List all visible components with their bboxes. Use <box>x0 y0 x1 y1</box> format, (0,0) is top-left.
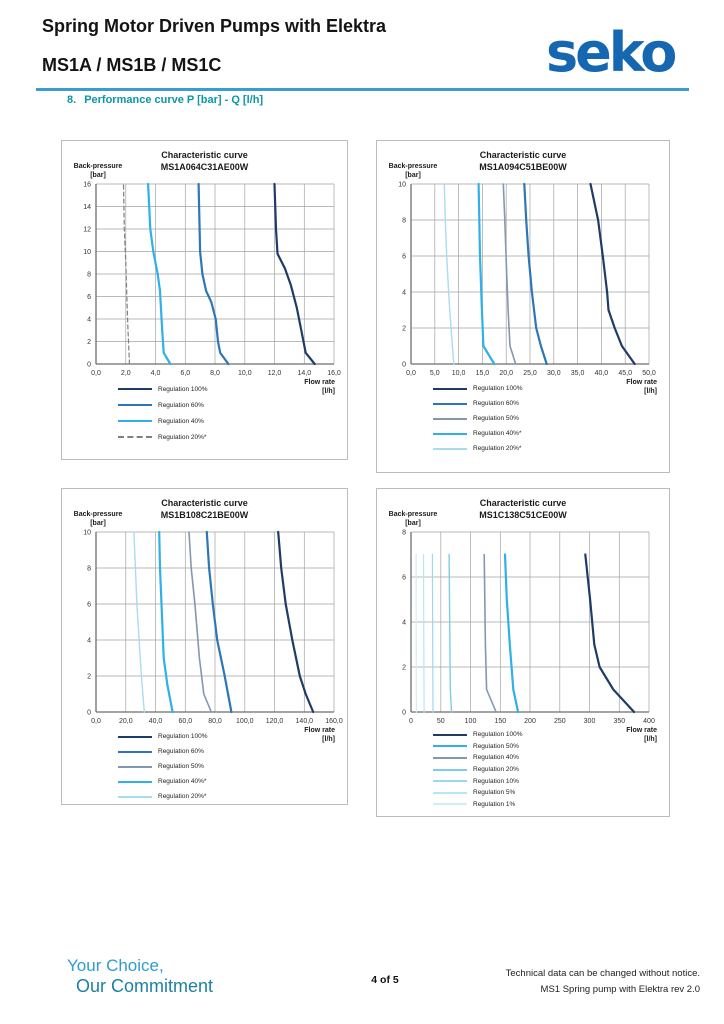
svg-text:8: 8 <box>87 565 91 573</box>
x-axis-label: Flow rate [l/h] <box>304 727 335 744</box>
svg-text:0: 0 <box>87 709 91 717</box>
legend-item <box>433 381 523 396</box>
svg-text:25,0: 25,0 <box>523 370 537 377</box>
legend-label: Regulation 40% <box>158 417 204 425</box>
legend-item <box>118 789 208 804</box>
legend-line-swatch <box>433 757 467 759</box>
chart-legend <box>433 381 523 456</box>
legend-label: Regulation 100% <box>473 731 523 739</box>
chart-title-line1: Characteristic curve <box>161 150 248 160</box>
legend-line-swatch <box>118 420 152 422</box>
svg-text:4: 4 <box>87 637 91 645</box>
svg-text:10,0: 10,0 <box>451 370 466 377</box>
svg-text:40,0: 40,0 <box>148 718 163 725</box>
svg-text:2: 2 <box>87 339 91 346</box>
svg-text:15,0: 15,0 <box>475 370 490 377</box>
legend-line-swatch <box>433 403 467 405</box>
svg-text:0: 0 <box>402 709 406 717</box>
svg-text:8: 8 <box>402 529 406 537</box>
footer-note <box>506 966 700 997</box>
legend-line-swatch <box>118 766 152 768</box>
page-number: 4 of 5 <box>371 974 399 986</box>
svg-text:14: 14 <box>83 204 91 211</box>
svg-text:12: 12 <box>83 226 91 234</box>
svg-text:45,0: 45,0 <box>618 370 633 377</box>
legend-line-swatch <box>118 404 152 406</box>
svg-text:100,0: 100,0 <box>236 718 254 725</box>
svg-text:160,0: 160,0 <box>325 718 343 725</box>
legend-label: Regulation 40%* <box>473 430 522 437</box>
chart-title-line1: Characteristic curve <box>161 498 248 508</box>
plot-area <box>66 178 344 380</box>
svg-text:2: 2 <box>87 673 91 681</box>
svg-text:400: 400 <box>643 718 655 725</box>
chart-ms1b108 <box>61 488 348 805</box>
svg-text:2: 2 <box>402 664 406 672</box>
document-title: Spring Motor Driven Pumps with Elektra <box>42 16 387 36</box>
legend-item <box>118 759 208 774</box>
svg-text:50,0: 50,0 <box>642 370 656 377</box>
svg-text:0: 0 <box>409 718 413 725</box>
seko-logo: seko <box>546 21 675 84</box>
legend-line-swatch <box>118 388 152 390</box>
legend-item <box>433 764 523 776</box>
x-axis-label: Flow rate [l/h] <box>626 727 657 744</box>
svg-text:20,0: 20,0 <box>118 718 133 725</box>
svg-text:6: 6 <box>87 294 91 301</box>
section-heading <box>67 94 263 106</box>
svg-text:8,0: 8,0 <box>210 370 220 377</box>
legend-label: Regulation 60% <box>158 401 204 409</box>
y-axis-label: Back-pressure [bar] <box>73 511 123 528</box>
svg-text:4: 4 <box>402 619 406 627</box>
chart-title-line1: Characteristic curve <box>479 498 567 508</box>
legend-item <box>433 775 523 787</box>
tagline-line2: Our Commitment <box>76 975 214 996</box>
legend-item <box>118 744 208 759</box>
svg-text:350: 350 <box>613 718 626 725</box>
legend-label: Regulation 50% <box>473 415 519 422</box>
legend-item <box>118 729 208 744</box>
header-divider <box>36 88 689 91</box>
legend-label: Regulation 20%* <box>158 433 207 441</box>
svg-text:14,0: 14,0 <box>297 370 312 377</box>
tagline-line1: Your Choice, <box>67 956 164 975</box>
chart-ms1a094 <box>376 140 670 473</box>
svg-text:200: 200 <box>524 718 536 725</box>
legend-item <box>433 741 523 753</box>
legend-line-swatch <box>433 745 467 747</box>
legend-label: Regulation 20%* <box>473 445 522 452</box>
legend-line-swatch <box>433 448 467 450</box>
svg-text:12,0: 12,0 <box>267 370 282 377</box>
legend-line-swatch <box>118 736 152 738</box>
svg-text:0,0: 0,0 <box>406 370 416 377</box>
legend-line-swatch <box>433 388 467 390</box>
legend-line-swatch <box>433 418 467 420</box>
footer-note-line1: Technical data can be changed without notice. <box>505 968 700 979</box>
svg-text:0: 0 <box>87 361 91 369</box>
x-axis-label: Flow rate [l/h] <box>626 379 657 396</box>
legend-label: Regulation 100% <box>158 733 208 740</box>
section-title: Performance curve P [bar] - Q [l/h] <box>84 94 264 106</box>
legend-label: Regulation 5% <box>473 789 516 797</box>
legend-label: Regulation 10% <box>473 777 519 785</box>
svg-text:4,0: 4,0 <box>150 370 161 377</box>
legend-item <box>433 752 523 764</box>
legend-line-swatch <box>433 792 467 794</box>
svg-text:60,0: 60,0 <box>178 718 193 725</box>
svg-text:4: 4 <box>87 316 91 324</box>
legend-item <box>433 411 523 426</box>
legend-line-swatch <box>433 803 467 805</box>
svg-text:5,0: 5,0 <box>429 370 440 377</box>
svg-text:0,0: 0,0 <box>91 718 101 725</box>
x-axis-label: Flow rate [l/h] <box>304 379 335 396</box>
chart-model-code: MS1B108C21BE00W <box>160 509 249 520</box>
legend-label: Regulation 40%* <box>158 778 207 785</box>
legend-line-swatch <box>118 751 152 753</box>
legend-label: Regulation 20% <box>473 766 519 774</box>
chart-legend <box>118 381 208 445</box>
y-axis-label: Back-pressure [bar] <box>73 163 123 180</box>
legend-item <box>433 426 523 441</box>
svg-text:0,0: 0,0 <box>91 370 101 377</box>
legend-label: Regulation 40% <box>473 754 519 762</box>
brand-tagline <box>67 956 213 996</box>
legend-item <box>118 397 208 413</box>
svg-text:10: 10 <box>398 181 406 189</box>
svg-text:100: 100 <box>464 718 477 725</box>
chart-model-code: MS1A094C51BE00W <box>479 161 567 172</box>
svg-text:8: 8 <box>87 271 91 279</box>
legend-line-swatch <box>118 781 152 783</box>
chart-ms1a064 <box>61 140 348 460</box>
svg-text:8: 8 <box>402 217 406 225</box>
legend-line-swatch <box>118 796 152 798</box>
legend-line-swatch <box>118 436 152 438</box>
svg-text:35,0: 35,0 <box>570 370 585 377</box>
plot-area <box>381 178 659 380</box>
svg-text:2: 2 <box>402 325 406 333</box>
legend-item <box>118 429 208 445</box>
legend-label: Regulation 100% <box>473 385 523 392</box>
chart-legend <box>433 729 523 810</box>
svg-text:6: 6 <box>87 601 91 609</box>
plot-area <box>66 526 344 728</box>
legend-item <box>118 381 208 397</box>
legend-label: Regulation 20%* <box>158 793 207 800</box>
document-subtitle: MS1A / MS1B / MS1C <box>42 55 222 75</box>
svg-text:2,0: 2,0 <box>120 370 131 377</box>
svg-text:10,0: 10,0 <box>237 370 252 377</box>
svg-text:4: 4 <box>402 289 406 297</box>
legend-item <box>433 787 523 799</box>
svg-text:10: 10 <box>83 249 91 256</box>
svg-text:6: 6 <box>402 574 406 582</box>
svg-text:50: 50 <box>436 718 445 725</box>
svg-text:6: 6 <box>402 253 406 261</box>
svg-text:250: 250 <box>553 718 566 725</box>
svg-text:40,0: 40,0 <box>594 370 609 377</box>
legend-line-swatch <box>433 769 467 771</box>
chart-ms1c138 <box>376 488 670 817</box>
svg-text:20,0: 20,0 <box>499 370 514 377</box>
plot-area <box>381 526 659 728</box>
svg-text:0: 0 <box>402 361 406 369</box>
section-number: 8. <box>67 94 77 106</box>
legend-line-swatch <box>433 780 467 782</box>
y-axis-label: Back-pressure [bar] <box>388 163 438 180</box>
legend-label: Regulation 50% <box>473 742 519 750</box>
legend-item <box>118 413 208 429</box>
legend-item <box>433 441 523 456</box>
legend-label: Regulation 50% <box>158 763 204 770</box>
legend-line-swatch <box>433 433 467 435</box>
legend-label: Regulation 100% <box>158 385 208 393</box>
svg-text:150: 150 <box>494 718 507 725</box>
legend-label: Regulation 1% <box>473 800 516 808</box>
legend-item <box>433 396 523 411</box>
chart-title-line1: Characteristic curve <box>479 150 567 160</box>
y-axis-label: Back-pressure [bar] <box>388 511 438 528</box>
svg-text:30,0: 30,0 <box>546 370 561 377</box>
svg-text:16: 16 <box>83 181 91 189</box>
chart-legend <box>118 729 208 804</box>
footer-note-line2: MS1 Spring pump with Elektra rev 2.0 <box>540 983 700 995</box>
legend-line-swatch <box>433 734 467 736</box>
svg-text:80,0: 80,0 <box>208 718 222 725</box>
chart-model-code: MS1C138C51CE00W <box>479 509 567 520</box>
svg-text:6,0: 6,0 <box>180 370 191 377</box>
svg-text:300: 300 <box>583 718 596 725</box>
svg-text:140,0: 140,0 <box>295 718 314 725</box>
legend-item <box>433 729 523 741</box>
svg-text:16,0: 16,0 <box>327 370 341 377</box>
svg-text:120,0: 120,0 <box>265 718 284 725</box>
legend-label: Regulation 60% <box>158 748 204 755</box>
legend-label: Regulation 60% <box>473 400 519 407</box>
svg-text:10: 10 <box>83 529 91 537</box>
legend-item <box>118 774 208 789</box>
chart-model-code: MS1A064C31AE00W <box>160 161 249 172</box>
legend-item <box>433 799 523 811</box>
